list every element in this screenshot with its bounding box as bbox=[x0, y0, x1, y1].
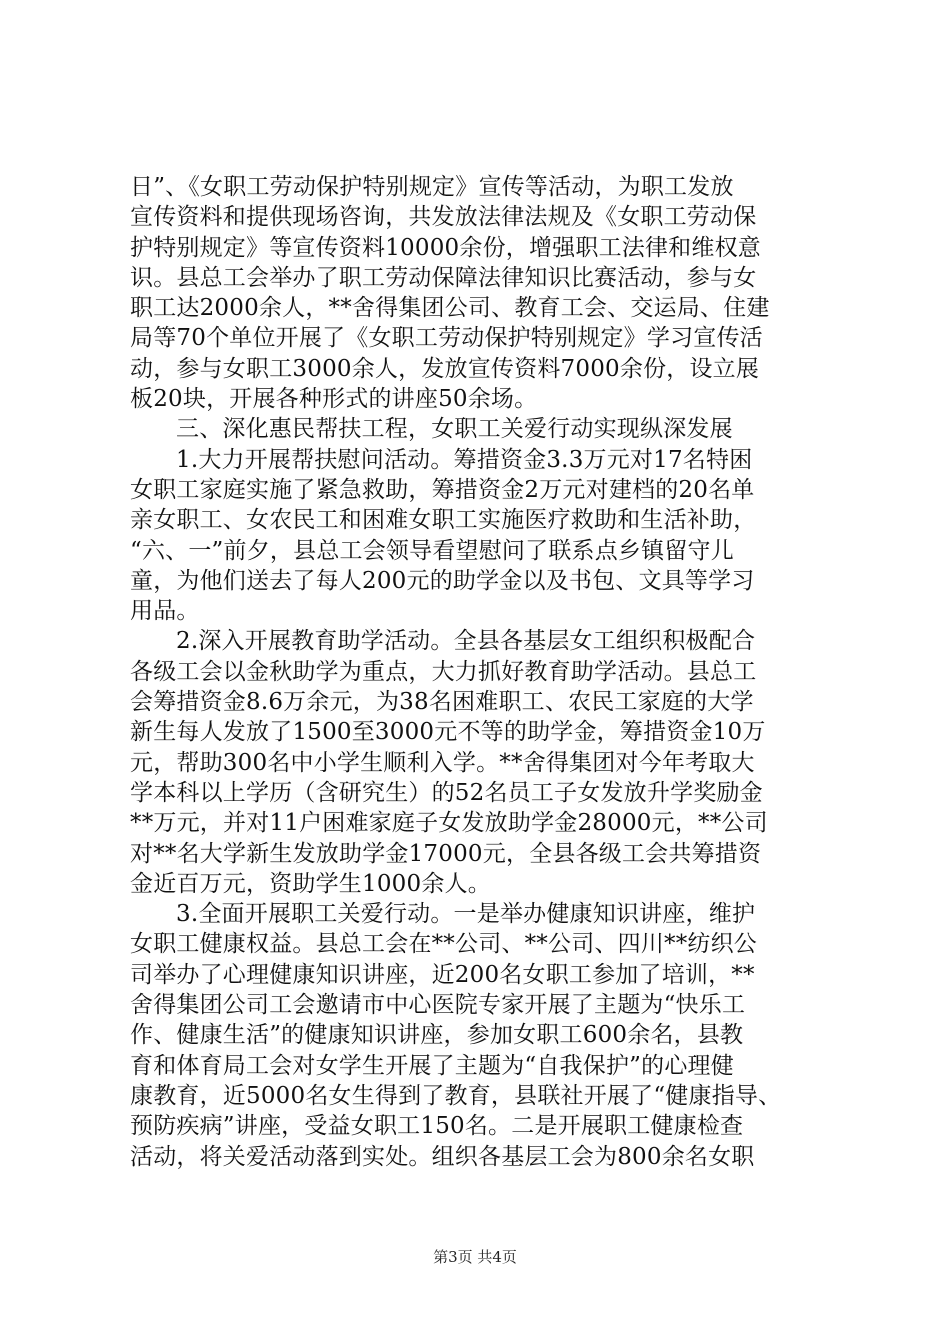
text-line: 局等70个单位开展了《女职工劳动保护特别规定》学习宣传活 bbox=[130, 325, 763, 352]
text-line: 板20块，开展各种形式的讲座50余场。 bbox=[130, 386, 538, 413]
text-line: 女职工健康权益。县总工会在**公司、**公司、四川**纺织公 bbox=[130, 931, 757, 958]
text-line: 预防疾病”讲座，受益女职工150名。二是开展职工健康检查 bbox=[130, 1113, 744, 1140]
text-line: 护特别规定》等宣传资料10000余份，增强职工法律和维权意 bbox=[130, 234, 761, 261]
document-body bbox=[130, 172, 830, 1172]
text-line: 1.大力开展帮扶慰问活动。筹措资金3.3万元对17名特困 bbox=[176, 446, 753, 473]
text-line: 作、健康生活”的健康知识讲座，参加女职工600余名，县教 bbox=[130, 1022, 744, 1049]
text-line: 舍得集团公司工会邀请市中心医院专家开展了主题为“快乐工 bbox=[130, 992, 746, 1019]
text-line: 康教育，近5000名女生得到了教育，县联社开展了“健康指导、 bbox=[130, 1082, 782, 1109]
text-line: 三、深化惠民帮扶工程，女职工关爱行动实现纵深发展 bbox=[176, 416, 733, 443]
text-line: 日”、《女职工劳动保护特别规定》宣传等活动，为职工发放 bbox=[130, 174, 734, 200]
text-line: 识。县总工会举办了职工劳动保障法律知识比赛活动，参与女 bbox=[130, 264, 757, 291]
text-line: 会筹措资金8.6万余元，为38名困难职工、农民工家庭的大学 bbox=[130, 689, 754, 716]
text-line: 学本科以上学历（含研究生）的52名员工子女发放升学奖励金 bbox=[130, 779, 763, 806]
text-line: 元，帮助300名中小学生顺利入学。**舍得集团对今年考取大 bbox=[130, 749, 755, 776]
text-line: 用品。 bbox=[130, 598, 200, 625]
text-line: 司举办了心理健康知识讲座，近200名女职工参加了培训，** bbox=[130, 961, 755, 988]
text-line: “六、一”前夕，县总工会领导看望慰问了联系点乡镇留守儿 bbox=[130, 537, 734, 564]
text-line: **万元，并对11户困难家庭子女发放助学金28000元，**公司 bbox=[130, 810, 768, 837]
text-line: 童，为他们送去了每人200元的助学金以及书包、文具等学习 bbox=[130, 567, 755, 594]
text-line: 3.全面开展职工关爱行动。一是举办健康知识讲座，维护 bbox=[176, 901, 756, 928]
page-footer: 第3页 共4页 bbox=[433, 1248, 517, 1266]
text-line: 对**名大学新生发放助学金17000元，全县各级工会共筹措资 bbox=[130, 840, 762, 867]
text-line: 宣传资料和提供现场咨询，共发放法律法规及《女职工劳动保 bbox=[130, 204, 757, 231]
text-line: 金近百万元，资助学生1000余人。 bbox=[130, 870, 491, 897]
text-line: 新生每人发放了1500至3000元不等的助学金，筹措资金10万 bbox=[130, 719, 766, 746]
text-line: 育和体育局工会对女学生开展了主题为“自我保护”的心理健 bbox=[130, 1052, 734, 1079]
text-line: 活动，将关爱活动落到实处。组织各基层工会为800余名女职 bbox=[130, 1143, 755, 1170]
text-line: 2.深入开展教育助学活动。全县各基层女工组织积极配合 bbox=[176, 628, 756, 655]
text-line: 亲女职工、女农民工和困难女职工实施医疗救助和生活补助， bbox=[130, 507, 757, 534]
text-line: 动，参与女职工3000余人，发放宣传资料7000余份，设立展 bbox=[130, 355, 760, 382]
text-line: 各级工会以金秋助学为重点，大力抓好教育助学活动。县总工 bbox=[130, 658, 757, 685]
text-line: 职工达2000余人，**舍得集团公司、教育工会、交运局、住建 bbox=[130, 295, 770, 322]
text-line: 女职工家庭实施了紧急救助，筹措资金2万元对建档的20名单 bbox=[130, 476, 755, 503]
